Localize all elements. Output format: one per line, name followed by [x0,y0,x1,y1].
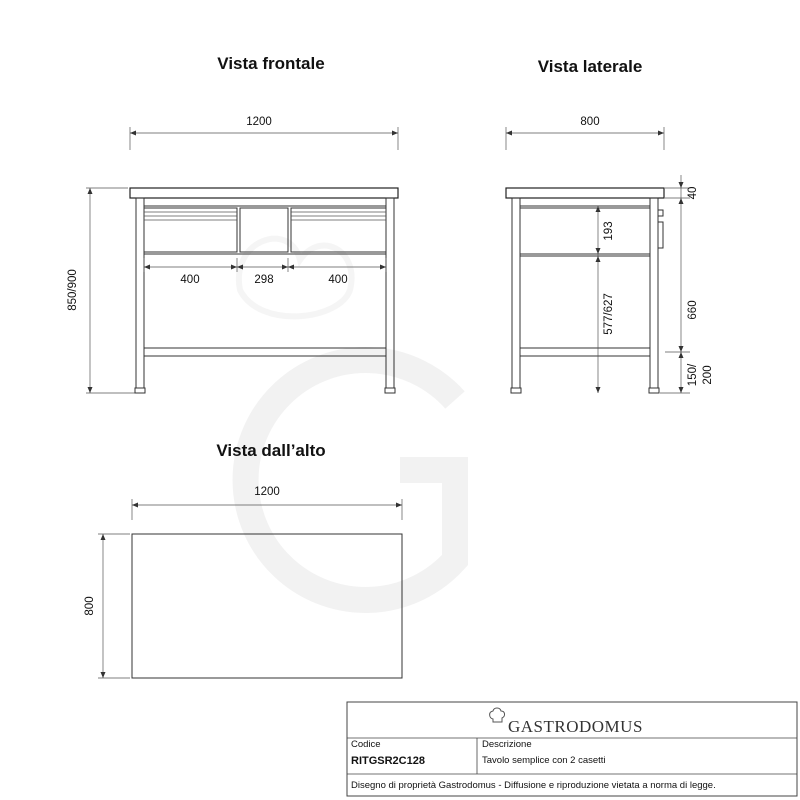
code-label: Codice [351,739,381,750]
front-width-label: 1200 [246,116,272,128]
front-width-dimension [130,116,398,150]
side-internal-dimensions [596,206,616,393]
foot-height-label-b: 200 [702,365,714,385]
side-drawer [520,208,650,254]
watermark-logo [239,239,455,600]
top-width-dimension [132,486,402,520]
chef-hat-icon [490,708,505,722]
left-drawer [144,208,237,252]
top-thickness-label: 40 [687,186,699,200]
description-label: Descrizione [482,739,532,750]
side-width-dimension [506,116,664,150]
side-view-title: Vista laterale [537,57,643,76]
front-height-label: 850/900 [67,269,79,311]
description-value: Tavolo semplice con 2 casetti [482,755,606,766]
clearance-label: 577/627 [603,293,615,335]
side-external-dimensions [660,175,714,393]
drawer-handle [658,222,663,248]
front-view-title: Vista frontale [217,54,325,73]
mid-height-label: 660 [687,300,699,320]
side-view-table [506,188,664,393]
front-height-dimension [67,188,135,393]
ownership-footer: Disegno di proprietà Gastrodomus - Diffusione e riproduzione vietata a norma di legge. [351,780,716,791]
top-view-title: Vista dall’alto [216,441,326,460]
side-width-label: 800 [580,116,600,128]
side-lower-shelf [520,348,650,356]
top-depth-label: 800 [84,596,96,616]
foot-height-label-a: 150/ [687,363,699,387]
top-depth-dimension [84,534,130,678]
center-panel [240,208,288,252]
right-drawer [291,208,386,252]
top-width-label: 1200 [254,486,280,498]
title-block [347,702,797,796]
drawer-height-label: 193 [603,221,615,241]
drawer-right-width: 400 [328,274,348,286]
drawer-gap-width: 298 [254,274,274,286]
code-value: RITGSR2C128 [351,755,425,767]
drawer-left-width: 400 [180,274,200,286]
brand-name: GASTRODOMUS [508,717,643,736]
